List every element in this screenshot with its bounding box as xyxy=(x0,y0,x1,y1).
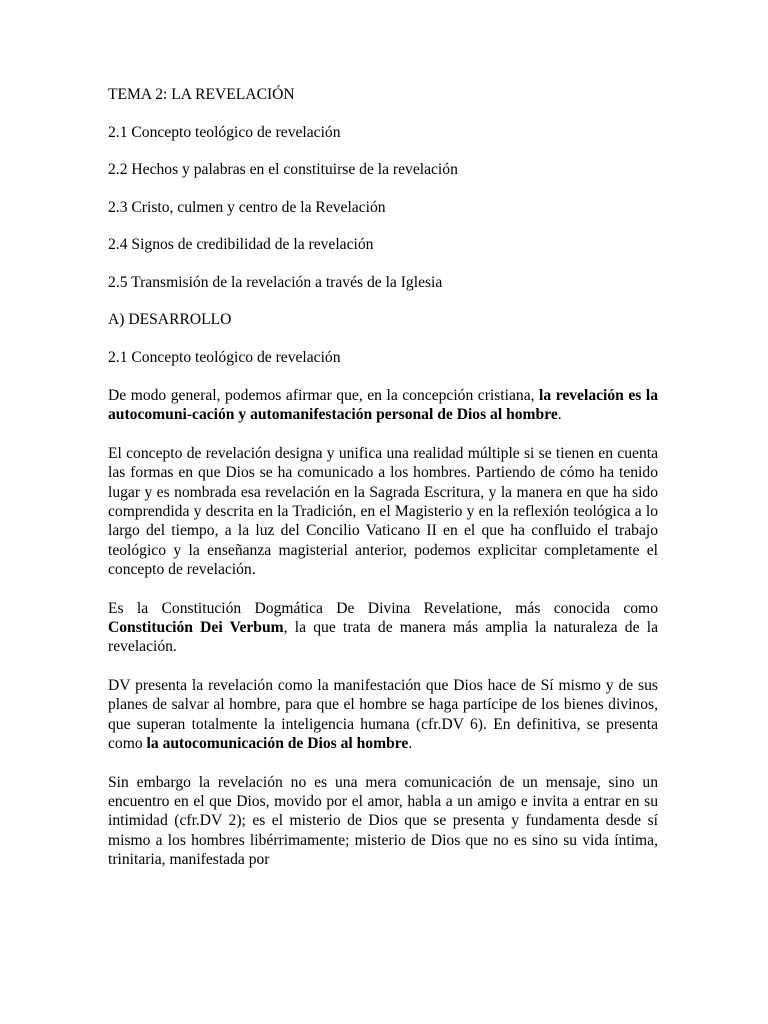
toc-item: 2.2 Hechos y palabras en el constituirse de la revelación xyxy=(108,161,458,178)
paragraph-concept xyxy=(108,444,658,580)
paragraph-text: De modo general, podemos afirmar que, en la concepción cristiana, xyxy=(108,387,540,404)
toc-item: 2.1 Concepto teológico de revelación xyxy=(108,123,341,141)
paragraph-text: , la que trata de manera más amplia la naturaleza de la revelación. xyxy=(108,619,659,656)
subsection-heading: 2.1 Concepto teológico de revelación xyxy=(108,348,341,366)
bold-phrase: la revelación es la autocomuni-cación y automanifestación personal de Dios al hombre xyxy=(108,387,659,424)
document-page xyxy=(108,86,658,889)
toc-item: 2.5 Transmisión de la revelación a través de la Iglesia xyxy=(108,273,443,291)
paragraph-text: . xyxy=(557,406,562,424)
paragraph-text: Es la Constitución Dogmática De Divina Revelatione, más conocida como xyxy=(108,599,658,617)
paragraph-text: DV presenta la revelación como la manifestación que Dios hace de Sí mismo y de sus planes de salvar al hombre, para que el hombre se haga partícipe de los bienes divinos, que superan totalmente la inteligencia humana (cfr.DV 6). En definitiva, se presenta como xyxy=(108,676,658,753)
paragraph-definition xyxy=(108,386,658,425)
toc-item: 2.3 Cristo, culmen y centro de la Revelación xyxy=(108,198,386,216)
toc-item: 2.4 Signos de credibilidad de la revelación xyxy=(108,236,374,253)
paragraph-text: . xyxy=(408,735,413,753)
paragraph-dei-verbum xyxy=(108,599,658,657)
bold-phrase: Constitución Dei Verbum xyxy=(108,619,284,637)
paragraph-encounter xyxy=(108,773,658,870)
paragraph-dv-presents xyxy=(108,676,658,754)
document-title: TEMA 2: LA REVELACIÓN xyxy=(108,86,295,103)
paragraph-text: El concepto de revelación designa y unifica una realidad múltiple si se tienen en cuenta las formas en que Dios se ha comunicado a los hombres. Partiendo de cómo ha tenido lugar y es nombrada esa revelación en la Sagrada Escritura, y la manera en que ha sido comprendida y descrita en la Tradición, en el Magisterio y en la reflexión teológica a lo largo del tiempo, a la luz del Concilio Vaticano II en el que ha confluido el trabajo teológico y la enseñanza magisterial anterior, podemos explicitar completamente el concepto de revelación. xyxy=(108,444,658,579)
paragraph-text: Sin embargo la revelación no es una mera comunicación de un mensaje, sino un encuentro en el que Dios, movido por el amor, habla a un amigo e invita a entrar en su intimidad (cfr.DV 2); es el misterio de Dios que se presenta y fundamenta desde sí mismo a los hombres libérrimamente; misterio de Dios que no es sino su vida íntima, trinitaria, manifestada por xyxy=(108,773,658,869)
section-heading: A) DESARROLLO xyxy=(108,311,232,328)
bold-phrase: la autocomunicación de Dios al hombre xyxy=(146,735,409,753)
